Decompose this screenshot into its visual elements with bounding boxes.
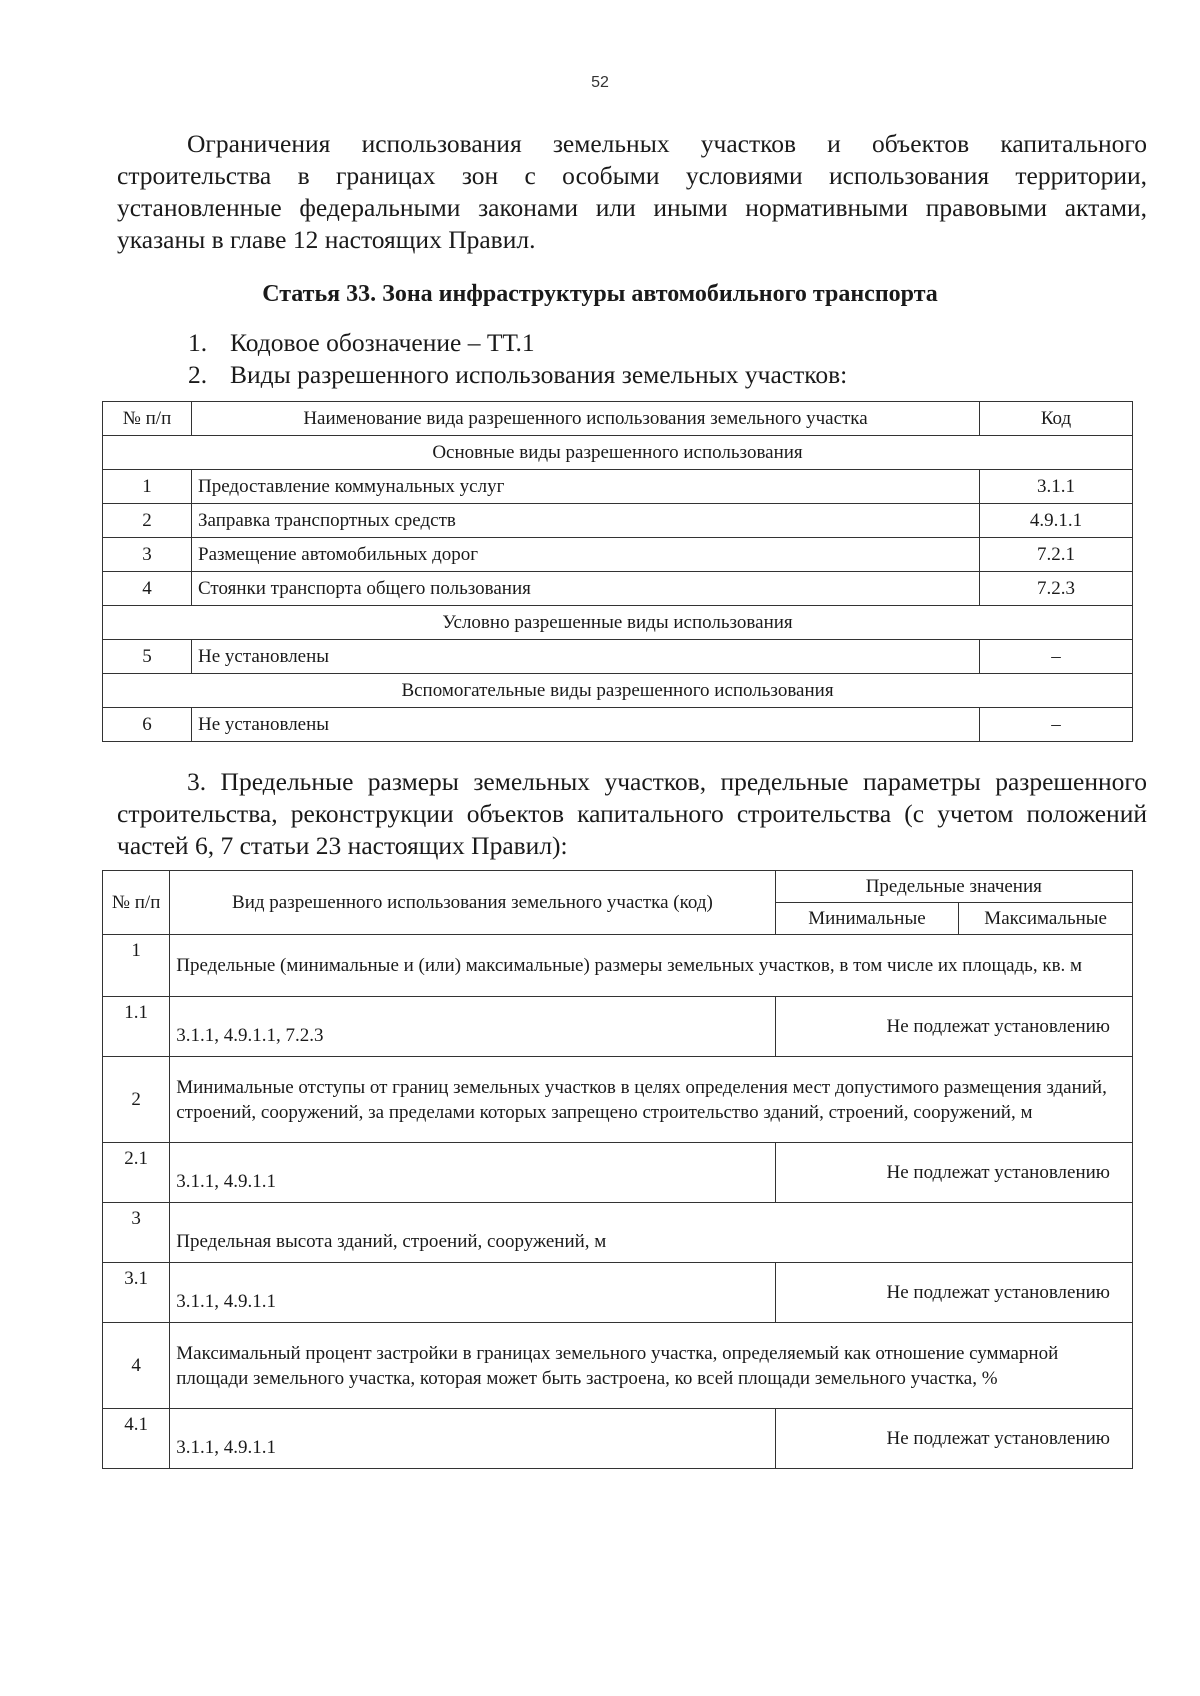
table-header-row [103,871,1133,903]
row-num: 3.1 [103,1263,170,1323]
row-code: – [980,708,1133,742]
table-row [103,538,1133,572]
section-row [103,436,1133,470]
row-num: 6 [103,708,192,742]
row-num: 3 [103,538,192,572]
header-name: Наименование вида разрешенного использования земельного участка [192,402,980,436]
row-code: 4.9.1.1 [980,504,1133,538]
row-value: Не подлежат установлению [775,997,1132,1057]
row-name: Не установлены [192,708,980,742]
table-row [103,1263,1133,1323]
table-row [103,1323,1133,1409]
table-row [103,572,1133,606]
row-num: 1 [103,935,170,997]
row-num: 5 [103,640,192,674]
row-codes: 3.1.1, 4.9.1.1 [170,1263,775,1323]
section-row [103,606,1133,640]
section-row [103,674,1133,708]
list-text: Кодовое обозначение – ТТ.1 [230,328,535,357]
row-num: 1.1 [103,997,170,1057]
table-row [103,1143,1133,1203]
permitted-uses-table [102,401,1133,742]
section-main: Основные виды разрешенного использования [103,436,1133,470]
table-header-row [103,402,1133,436]
limits-table [102,870,1133,1469]
row-num: 3 [103,1203,170,1263]
list-item-code [188,328,535,358]
row-codes: 3.1.1, 4.9.1.1 [170,1409,775,1469]
page-number: 52 [591,74,609,91]
row-code: – [980,640,1133,674]
list-number: 2. [188,360,208,389]
table-row [103,935,1133,997]
row-name: Предоставление коммунальных услуг [192,470,980,504]
row-desc: Предельная высота зданий, строений, сооружений, м [170,1203,1133,1263]
header-code: Код [980,402,1133,436]
row-num: 1 [103,470,192,504]
table-row [103,997,1133,1057]
header-max: Максимальные [959,903,1133,935]
table-row [103,708,1133,742]
row-code: 3.1.1 [980,470,1133,504]
row-code: 7.2.3 [980,572,1133,606]
row-code: 7.2.1 [980,538,1133,572]
header-limits: Предельные значения [775,871,1132,903]
list-text: Виды разрешенного использования земельных участков: [230,360,848,389]
table-row [103,1057,1133,1143]
table-row [103,1409,1133,1469]
article-title: Статья 33. Зона инфраструктуры автомобильного транспорта [262,281,938,307]
intro-paragraph [117,128,1147,256]
row-num: 2 [103,1057,170,1143]
row-value: Не подлежат установлению [775,1263,1132,1323]
table-row [103,470,1133,504]
intro-text: Ограничения использования земельных участков и объектов капитального строительства в границах зон с особыми условиями использования территории, установленные федеральными законами или иными нормативными правовыми актами, указаны в главе 12 настоящих Правил. [117,129,1147,254]
row-num: 4 [103,1323,170,1409]
row-desc: Максимальный процент застройки в границах земельного участка, определяемый как отношение суммарной площади земельного участка, которая может быть застроена, ко всей площади земельного участка, % [170,1323,1133,1409]
header-min: Минимальные [775,903,959,935]
row-name: Не установлены [192,640,980,674]
list-number: 1. [188,328,208,357]
header-num: № п/п [103,871,170,935]
section-auxiliary: Вспомогательные виды разрешенного использования [103,674,1133,708]
list-item-uses [188,360,847,390]
table-row [103,1203,1133,1263]
row-desc: Минимальные отступы от границ земельных участков в целях определения мест допустимого размещения зданий, строений, сооружений, за пределами которых запрещено строительство зданий, строений, сооружений, м [170,1057,1133,1143]
header-kind: Вид разрешенного использования земельного участка (код) [170,871,775,935]
row-desc: Предельные (минимальные и (или) максимальные) размеры земельных участков, в том числе их площадь, кв. м [170,935,1133,997]
row-num: 4.1 [103,1409,170,1469]
row-name: Заправка транспортных средств [192,504,980,538]
row-num: 2 [103,504,192,538]
section-conditional: Условно разрешенные виды использования [103,606,1133,640]
row-value: Не подлежат установлению [775,1143,1132,1203]
row-num: 4 [103,572,192,606]
row-name: Размещение автомобильных дорог [192,538,980,572]
row-num: 2.1 [103,1143,170,1203]
row-name: Стоянки транспорта общего пользования [192,572,980,606]
row-codes: 3.1.1, 4.9.1.1, 7.2.3 [170,997,775,1057]
limits-paragraph [117,766,1147,862]
row-codes: 3.1.1, 4.9.1.1 [170,1143,775,1203]
table-row [103,640,1133,674]
table-row [103,504,1133,538]
header-num: № п/п [103,402,192,436]
row-value: Не подлежат установлению [775,1409,1132,1469]
limits-text: 3. Предельные размеры земельных участков, предельные параметры разрешенного строительства, реконструкции объектов капитального строительства (с учетом положений частей 6, 7 статьи 23 настоящих Правил): [117,767,1147,860]
